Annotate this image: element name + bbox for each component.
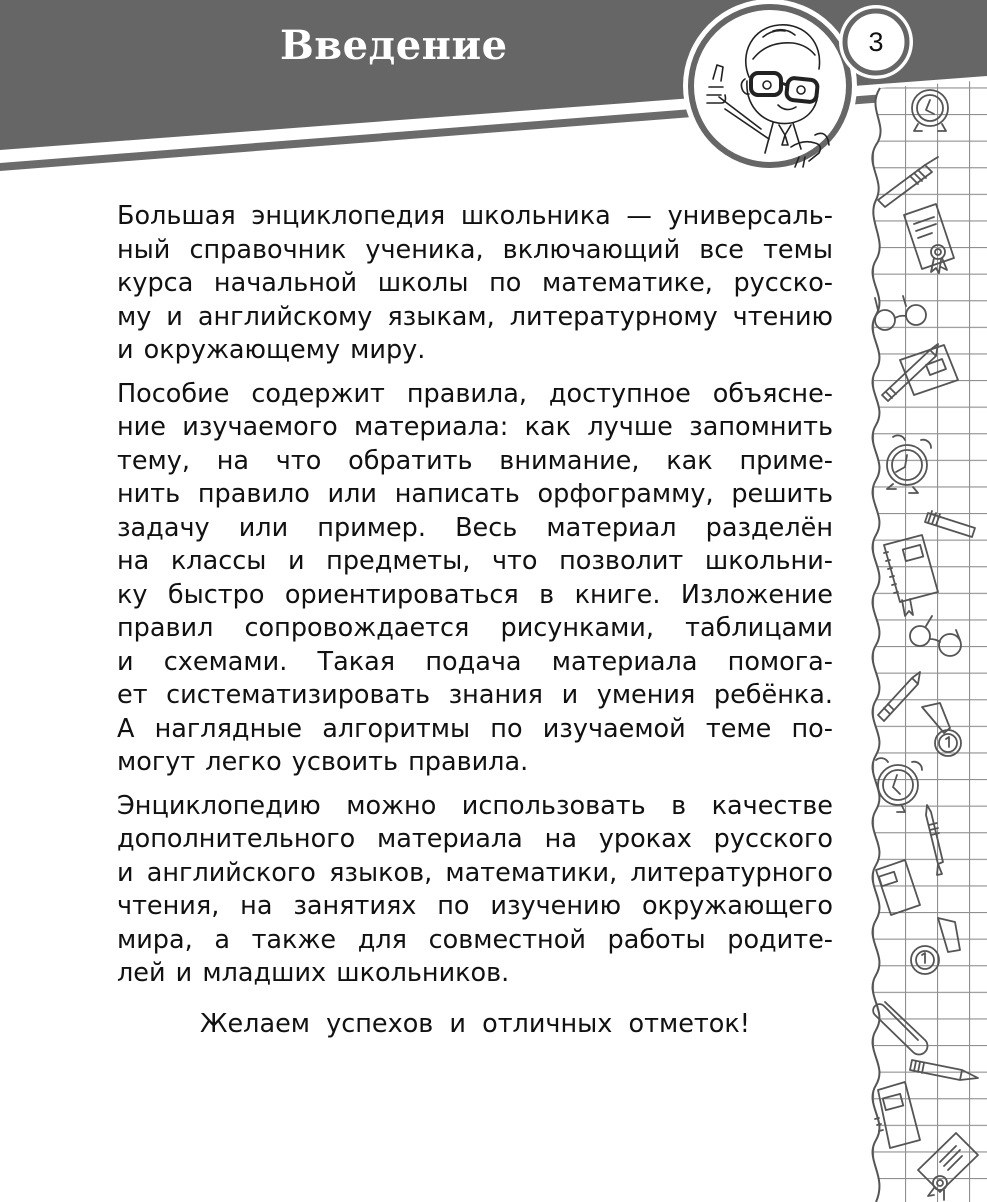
text-line: задачу или пример. Весь материал разделён xyxy=(117,512,833,543)
text-line: дополнительного материала на уроках русского xyxy=(117,824,833,854)
text-line: мира, а также для совместной работы родите- xyxy=(117,924,833,955)
intro-text xyxy=(117,200,833,1001)
alarm-clock-icon xyxy=(876,758,922,812)
text-line: А наглядные алгоритмы по изучаемой теме по- xyxy=(117,713,833,744)
text-line: курса начальной школы по математике, русско- xyxy=(117,268,833,298)
text-line: ку быстро ориентироваться в книге. Изложение xyxy=(117,579,833,610)
pen-icon xyxy=(926,805,943,875)
pencil-icon xyxy=(910,1060,978,1080)
text-line: правил сопровождается рисунками, таблицами xyxy=(117,613,833,643)
text-line: Большая энциклопедия школьника — универсаль- xyxy=(117,201,833,231)
paragraph-3 xyxy=(117,790,833,991)
text-line: нить правило или написать орфограмму, решить xyxy=(117,479,833,509)
notebook-icon xyxy=(876,860,920,915)
pencil-icon xyxy=(882,344,938,401)
pencil-icon xyxy=(925,511,975,537)
text-line: на классы и предметы, что позволит школьни- xyxy=(117,546,833,576)
medal-icon xyxy=(911,918,960,974)
pencil-icon xyxy=(878,672,920,721)
text-line: му и английскому языкам, литературному чтению xyxy=(117,301,833,332)
paragraph-1 xyxy=(117,200,833,368)
text-line: и схемами. Такая подача материала помога- xyxy=(117,646,833,677)
notebook-icon xyxy=(875,1082,920,1148)
closing-wish: Желаем успехов и отличных отметок! xyxy=(200,1009,750,1039)
notebook-icon xyxy=(900,345,958,395)
alarm-clock-icon xyxy=(887,435,931,493)
text-line: тему, на что обратить внимание, как приме- xyxy=(117,445,833,476)
paragraph-2 xyxy=(117,378,833,780)
text-line: ет систематизировать знания и умения ребёнка. xyxy=(117,680,833,710)
text-line: и окружающему миру. xyxy=(117,335,426,365)
text-line: Пособие содержит правила, доступное объясне- xyxy=(117,378,833,409)
text-line: ный справочник ученика, включающий все темы xyxy=(117,234,833,265)
text-line: Энциклопедию можно использовать в качестве xyxy=(117,790,833,821)
medal-icon xyxy=(922,703,961,756)
page-number: 3 xyxy=(868,27,884,57)
text-line: и английского языков, математики, литературного xyxy=(117,857,833,888)
certificate-icon xyxy=(904,204,954,273)
glasses-icon xyxy=(910,616,961,656)
paper-clip-icon xyxy=(873,1002,927,1054)
certificate-icon xyxy=(918,1133,978,1200)
character-medallion xyxy=(683,0,857,173)
spiral-notebook-icon xyxy=(884,535,938,616)
glasses-icon xyxy=(875,296,926,330)
text-line: ние изучаемого материала: как лучше запомнить xyxy=(117,412,833,442)
text-line: могут легко усвоить правила. xyxy=(117,747,529,777)
text-line: чтения, на занятиях по изучению окружающего xyxy=(117,891,833,921)
torn-edge xyxy=(872,88,880,1202)
page-title: Введение xyxy=(280,22,508,69)
text-line: лей и младших школьников. xyxy=(117,958,510,988)
